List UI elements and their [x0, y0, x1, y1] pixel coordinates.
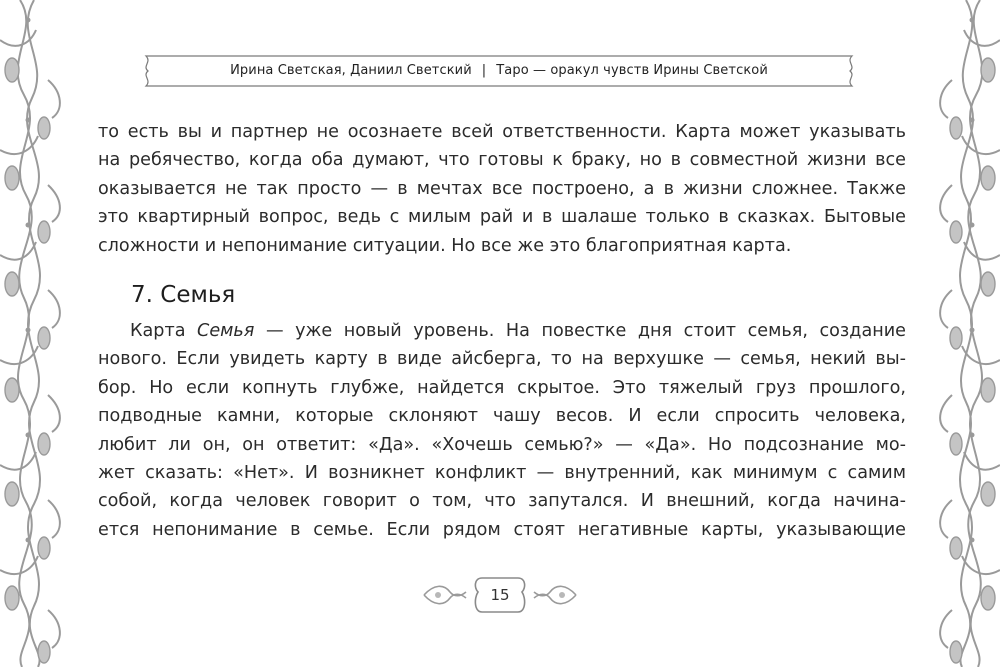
text-line: то есть вы и партнер не осознаете всей ответственности. Карта может указывать [98, 122, 906, 142]
text-line: это квартирный вопрос, ведь с милым рай и в шалаше только в сказках. Бытовые [98, 207, 906, 228]
text-line: подводные камни, которые склоняют чашу весов. И если спросить человека, [98, 406, 906, 427]
text-line: собой, когда человек говорит о том, что запутался. И внешний, когда начина- [98, 491, 906, 512]
text-line: бор. Но если копнуть глубже, найдется скрытое. Это тяжелый груз прошлого, [98, 377, 906, 398]
section-heading: 7. Семья [131, 282, 236, 308]
left-floral-border-ornament [0, 0, 64, 667]
page-footer [420, 570, 580, 620]
text-fragment: Карта [130, 321, 198, 341]
page-number: 15 [490, 586, 510, 604]
text-line: ется непонимание в семье. Если рядом стоят негативные карты, указывающие [98, 519, 906, 540]
text-line-first [98, 317, 906, 345]
paragraph-continued [98, 118, 906, 260]
card-name-italic: Семья [197, 321, 255, 341]
section-paragraph [98, 317, 906, 544]
text-line: сложности и непонимание ситуации. Но все же это благоприятная карта. [98, 235, 792, 256]
text-line: оказывается не так просто — в мечтах все построено, а в жизни сложнее. Также [98, 178, 906, 199]
text-line: жет сказать: «Нет». И возникнет конфликт — внутренний, как минимум с самим [98, 463, 906, 484]
header-text [140, 52, 858, 90]
header-book-title: Таро — оракул чувств Ирины Светской [496, 63, 768, 78]
running-header [140, 52, 858, 90]
header-separator: | [481, 63, 487, 78]
text-fragment: — уже новый уровень. На повестке дня стоит семья, создание [254, 321, 906, 341]
text-line: любит ли он, он ответит: «Да». «Хочешь семью?» — «Да». Но подсознание мо- [98, 434, 906, 455]
header-authors: Ирина Светская, Даниил Светский [230, 63, 472, 78]
text-line: на ребячество, когда оба думают, что готовы к браку, но в совместной жизни все [98, 150, 906, 171]
text-line: нового. Если увидеть карту в виде айсберга, то на верхушке — семья, некий вы- [98, 349, 906, 370]
right-floral-border-ornament [936, 0, 1000, 667]
